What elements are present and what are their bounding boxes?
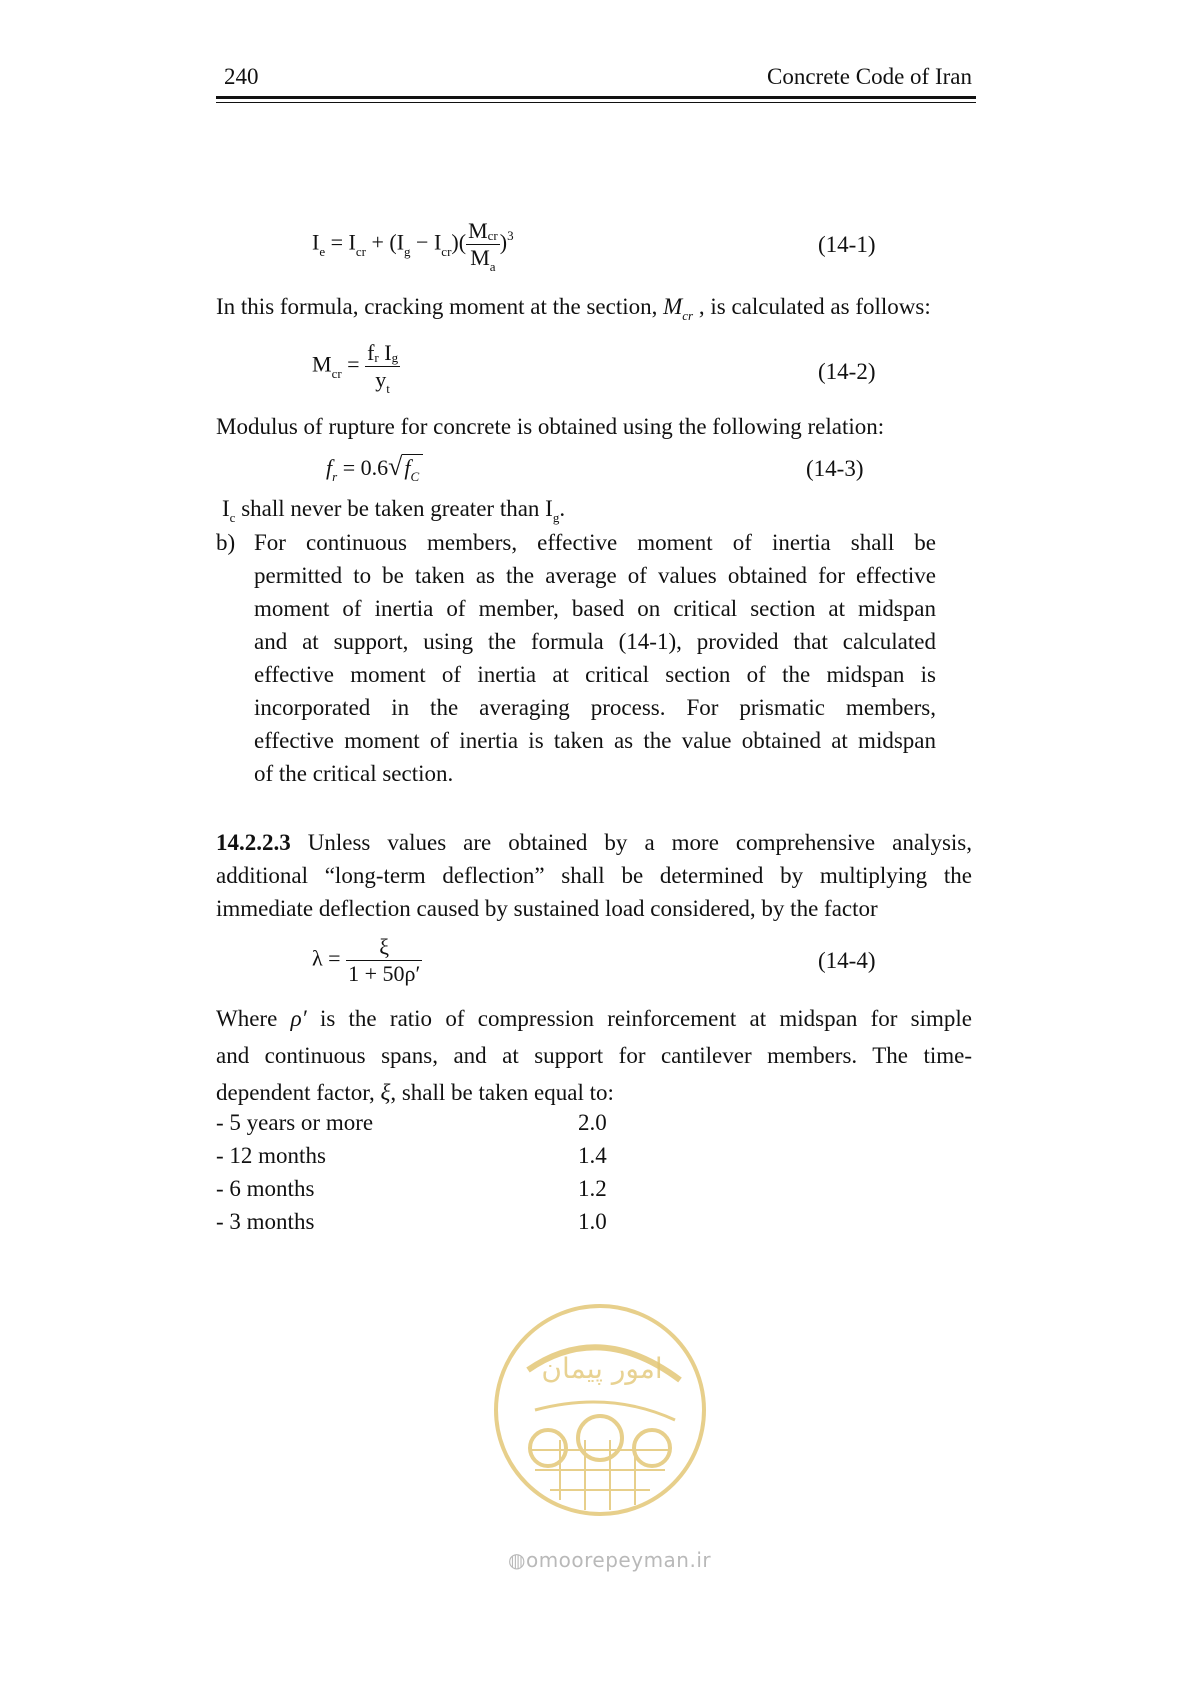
rho-prime-symbol: ρ′ [290,1006,307,1031]
time-factor-table [216,1106,636,1238]
equation-14-3: $f_r = 0.6√f_C$ [326,452,423,482]
table-row [216,1172,636,1205]
item-b-line: of the critical section. [254,761,454,786]
eq3-coef: 0.6 [360,455,389,480]
eq4-label: (14-4) [818,948,876,973]
watermark-logo-text: امور پیمان [541,1352,663,1385]
eq3-lhs: f [326,455,333,480]
eq1-term2: (I [389,229,405,255]
ie-text: shall never be taken greater than I [235,496,553,521]
eq4-num: ξ [346,934,422,961]
watermark-site-text: omoorepeyman.ir [525,1548,712,1572]
item-b-line: and at support, using the formula (14-1), provided that calculated [254,629,936,654]
item-b-line: moment of inertia of member, based on critical section at midspan [254,596,936,621]
equation-14-1: $I_e = I_{cr} + (I_g - I_{cr})$( $\frac{\text{Mcr}}{M_a}$ )$^3$ [312,218,514,274]
factor-cell: 2.0 [578,1110,607,1135]
eq2-den: y [375,367,387,392]
eq4-lhs: λ [312,945,323,971]
eq1-power: 3 [507,227,514,243]
factor-cell: 1.2 [578,1176,607,1201]
where-line3-b: , shall be taken equal to: [390,1080,614,1105]
item-b-line: incorporated in the averaging process. For prismatic members, [254,695,936,720]
eq2-fraction [365,340,400,396]
eq2-num-i: I [384,340,392,365]
item-b-line: effective moment of inertia is taken as the value obtained at midspan [254,728,936,753]
eq2-num-f-sub: r [374,350,379,365]
watermark-seal-icon [490,1300,710,1520]
section-line: Unless values are obtained by a more comprehensive analysis, [307,830,973,855]
section-14-2-2-3 [216,826,972,925]
paragraph-where [216,1000,972,1111]
eq1-frac-den-sub: a [489,259,496,274]
section-line: immediate deflection caused by sustained load considered, by the factor [216,896,878,921]
factor-cell: 1.0 [578,1209,607,1234]
eq2-lhs: M [312,351,332,377]
eq3-radicand [402,454,423,484]
factor-cell: 1.4 [578,1143,607,1168]
watermark-logo [490,1300,710,1520]
eq1-label: (14-1) [818,232,876,257]
cracking-symbol-sub: cr [682,308,694,323]
where-line: and continuous spans, and at support for cantilever members. The time- [216,1043,972,1068]
eq2-label: (14-2) [818,359,876,384]
cracking-text-before: In this formula, cracking moment at the section, [216,294,658,319]
eq1-frac-num-sub: cr [487,228,498,243]
duration-cell: - 6 months [216,1176,315,1201]
item-b-line: effective moment of inertia at critical section of the midspan is [254,662,936,687]
eq2-num-f: f [367,340,375,365]
eq1-lhs-sub: e [319,243,326,259]
ie-end: . [559,496,566,521]
equation-14-2: $M_{cr}$ = $\frac{\text{fr Ig}}{y_t}$ [312,340,399,396]
xi-symbol: ξ [380,1080,391,1105]
paragraph-cracking-moment [216,290,931,326]
cracking-text-after: , is calculated as follows: [698,294,931,319]
eq2-den-sub: t [386,381,390,396]
eq3-rad-sub: C [410,469,420,484]
table-row [216,1106,636,1139]
item-b-paragraph [254,526,936,790]
item-b-line: For continuous members, effective moment of inertia shall be [254,530,936,555]
table-row [216,1139,636,1172]
eq1-lhs: I [312,229,320,255]
eq2-num-i-sub: g [391,350,399,365]
paragraph-modulus: Modulus of rupture for concrete is obtained using the following relation: [216,414,885,439]
sqrt-icon: √ [388,452,403,481]
ie-limit-note [222,492,565,528]
page-number: 240 [224,64,259,89]
eq1-term2-sub: g [404,243,411,259]
item-b-marker: b) [216,530,236,555]
item-b-line: permitted to be taken as the average of values obtained for effective [254,563,936,588]
section-number: 14.2.2.3 [216,830,291,855]
eq4-fraction [346,934,422,987]
eq2-lhs-sub: cr [331,365,342,381]
duration-cell: - 3 months [216,1209,315,1234]
cracking-symbol: M [663,294,683,319]
eq3-lhs-sub: r [332,469,338,484]
eq1-frac-den: M [470,245,490,270]
eq1-term1: I [348,229,356,255]
header-rule-thin [216,102,976,103]
where-text-b: is the ratio of compression reinforcement at midspan for simple [319,1006,973,1031]
watermark-site [508,1548,711,1572]
section-line: additional “long-term deflection” shall be determined by multiplying the [216,863,972,888]
equation-14-4: λ = $\frac{\xi}{1 + 50\rho'}$ [312,934,421,986]
eq3-label: (14-3) [806,456,864,481]
table-row [216,1205,636,1238]
eq1-frac-num: M [468,218,488,243]
ie-symbol: I [222,496,230,521]
where-line3-a: dependent factor, [216,1080,375,1105]
eq1-term3-sub: cr [441,243,452,259]
duration-cell: - 5 years or more [216,1110,374,1135]
where-text-a: Where [216,1006,278,1031]
ie-symbol-sub: c [229,510,236,525]
globe-icon: ◍ [508,1548,526,1572]
duration-cell: - 12 months [216,1143,326,1168]
eq1-term3: I [433,229,442,255]
eq1-fraction [466,218,500,274]
running-title: Concrete Code of Iran [766,64,972,89]
eq1-term1-sub: cr [355,243,366,259]
ig-symbol-sub: g [552,510,560,525]
header-rule-thick [216,96,976,99]
eq4-den: 1 + 50ρ′ [348,961,421,986]
eq3-rad: f [404,455,411,480]
